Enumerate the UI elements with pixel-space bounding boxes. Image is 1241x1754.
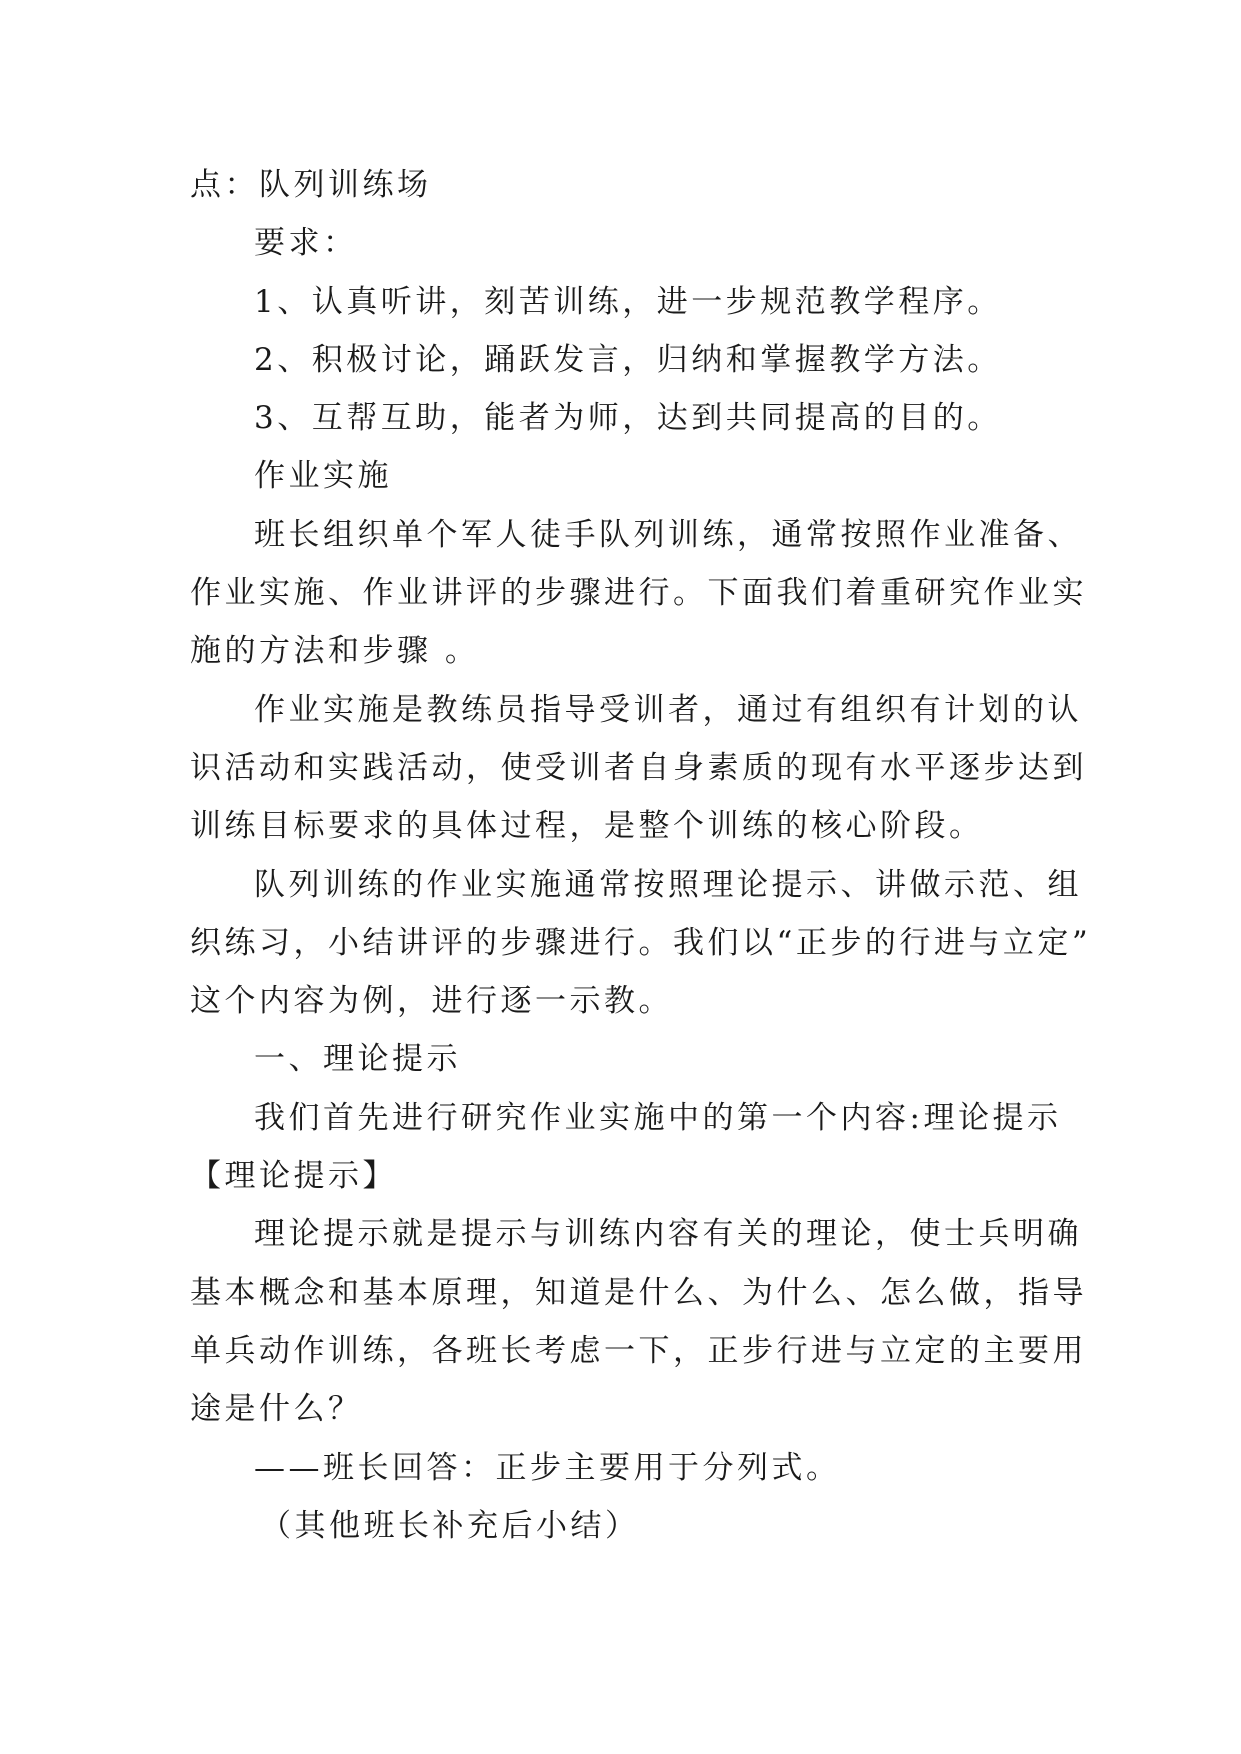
paragraph-line: 织练习，小结讲评的步骤进行。我们以“正步的行进与立定” — [190, 924, 1092, 961]
list-item: 1、认真听讲，刻苦训练，进一步规范教学程序。 — [254, 283, 1002, 320]
section-heading: 作业实施 — [254, 458, 392, 495]
paragraph-line: 点：队列训练场 — [190, 167, 432, 203]
paragraph-line: 作业实施、作业讲评的步骤进行。下面我们着重研究作业实 — [190, 575, 1087, 612]
paragraph-line: 施的方法和步骤 。 — [190, 633, 480, 670]
paragraph-line: 基本概念和基本原理，知道是什么、为什么、怎么做，指导 — [190, 1274, 1087, 1311]
paragraph-line: 途是什么？ — [190, 1391, 363, 1428]
paragraph-line: 理论提示就是提示与训练内容有关的理论，使士兵明确 — [254, 1216, 1082, 1253]
paragraph-line: 这个内容为例，进行逐一示教。 — [190, 983, 673, 1020]
document-body — [190, 156, 1092, 1555]
paragraph-line: 我们首先进行研究作业实施中的第一个内容:理论提示 — [254, 1099, 1062, 1136]
paragraph-line: 识活动和实践活动，使受训者自身素质的现有水平逐步达到 — [190, 749, 1087, 786]
paragraph-line: 队列训练的作业实施通常按照理论提示、讲做示范、组 — [254, 866, 1082, 903]
paragraph-line: 训练目标要求的具体过程，是整个训练的核心阶段。 — [190, 808, 984, 845]
paragraph-line: 单兵动作训练，各班长考虑一下，正步行进与立定的主要用 — [190, 1332, 1087, 1369]
subsection-heading: 【理论提示】 — [190, 1158, 397, 1195]
list-item: 3、互帮互助，能者为师，达到共同提高的目的。 — [254, 400, 1002, 437]
note-line: （其他班长补充后小结） — [260, 1507, 640, 1544]
paragraph-line: 班长组织单个军人徒手队列训练，通常按照作业准备、 — [254, 516, 1082, 553]
list-item: 2、积极讨论，踊跃发言，归纳和掌握教学方法。 — [254, 341, 1002, 378]
section-heading: 一、理论提示 — [254, 1041, 461, 1078]
paragraph-line: 作业实施是教练员指导受训者，通过有组织有计划的认 — [254, 691, 1082, 728]
answer-line: ——班长回答：正步主要用于分列式。 — [254, 1449, 841, 1486]
paragraph-line: 要求： — [254, 225, 358, 262]
